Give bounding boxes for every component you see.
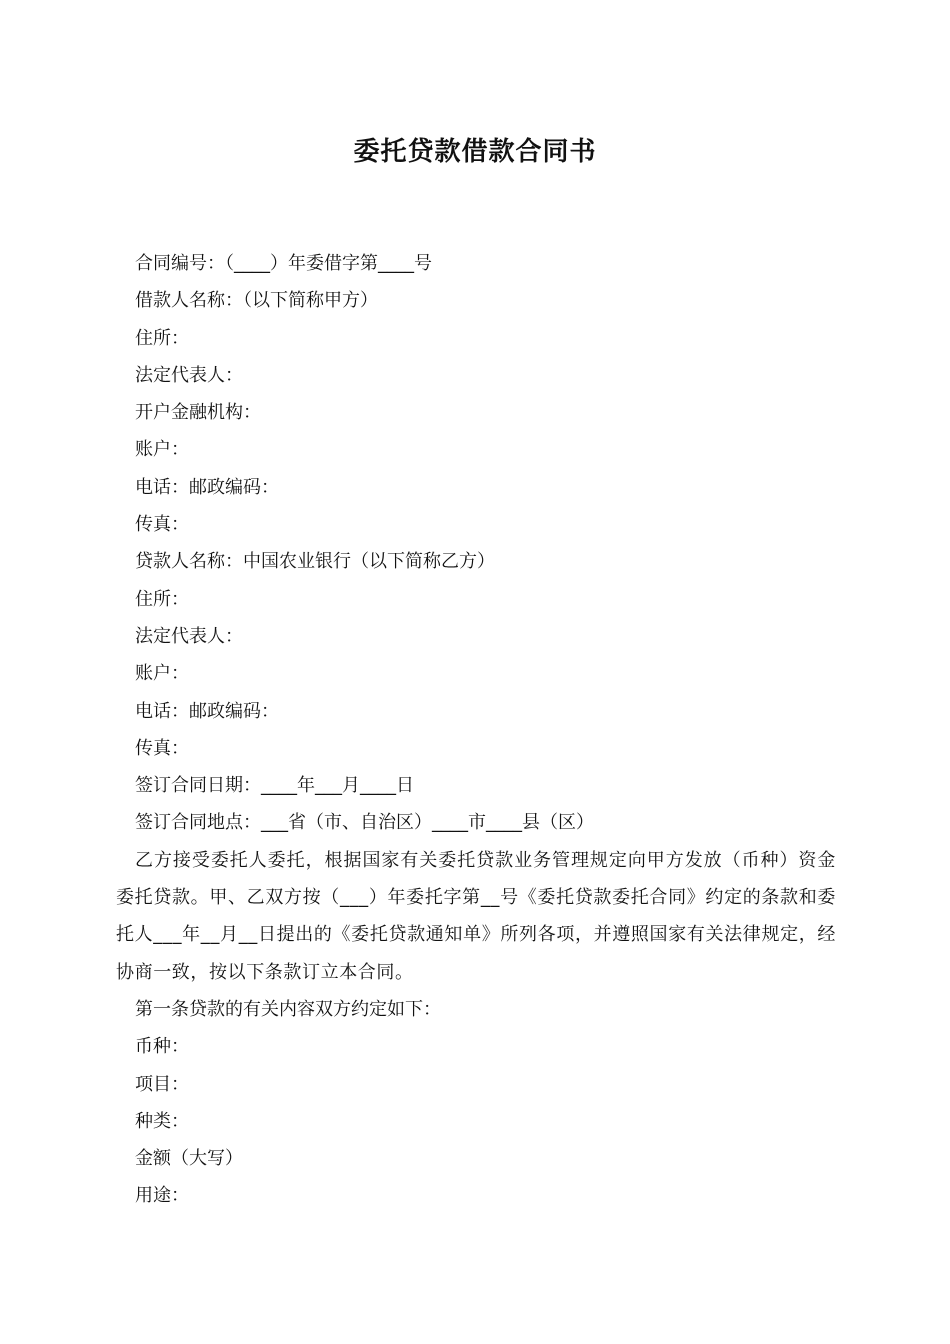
lender-name-line: 贷款人名称：中国农业银行（以下简称乙方） bbox=[135, 551, 495, 573]
signing-place-line: 签订合同地点：___省（市、自治区）____市____县（区） bbox=[135, 812, 594, 834]
currency-line: 币种： bbox=[135, 1036, 189, 1058]
purpose-line: 用途： bbox=[135, 1185, 189, 1207]
lender-phone-postcode-line: 电话：邮政编码： bbox=[135, 700, 279, 722]
borrower-name-line: 借款人名称：（以下简称甲方） bbox=[135, 290, 378, 312]
lender-fax-line: 传真： bbox=[135, 737, 189, 759]
preamble-paragraph: 乙方接受委托人委托，根据国家有关委托贷款业务管理规定向甲方发放（币种）资金委托贷款。甲、乙双方按（___）年委托字第__号《委托贷款委托合同》约定的条款和委托人___年__月__日提出的《委托贷款通知单》所列各项，并遵照国家有关法律规定，经协商一致，按以下条款订立本合同。 bbox=[116, 849, 836, 983]
borrower-account-line: 账户： bbox=[135, 439, 189, 461]
lender-legal-rep-line: 法定代表人： bbox=[135, 625, 243, 647]
contract-number-line: 合同编号：（____）年委借字第____号 bbox=[135, 253, 432, 274]
borrower-fax-line: 传真： bbox=[135, 514, 189, 536]
signing-date-line: 签订合同日期：____年___月____日 bbox=[135, 775, 414, 797]
amount-line: 金额（大写） bbox=[135, 1148, 243, 1170]
lender-address-line: 住所： bbox=[135, 588, 189, 610]
article-one-heading: 第一条贷款的有关内容双方约定如下： bbox=[135, 998, 441, 1020]
borrower-bank-line: 开户金融机构： bbox=[135, 402, 261, 424]
borrower-phone-postcode-line: 电话：邮政编码： bbox=[135, 476, 279, 498]
document-title: 委托贷款借款合同书 bbox=[353, 137, 597, 167]
lender-account-line: 账户： bbox=[135, 663, 189, 685]
borrower-address-line: 住所： bbox=[135, 327, 189, 349]
document-body bbox=[116, 245, 836, 1215]
borrower-legal-rep-line: 法定代表人： bbox=[135, 364, 243, 386]
loan-type-line: 种类： bbox=[135, 1110, 189, 1132]
project-line: 项目： bbox=[135, 1073, 189, 1095]
